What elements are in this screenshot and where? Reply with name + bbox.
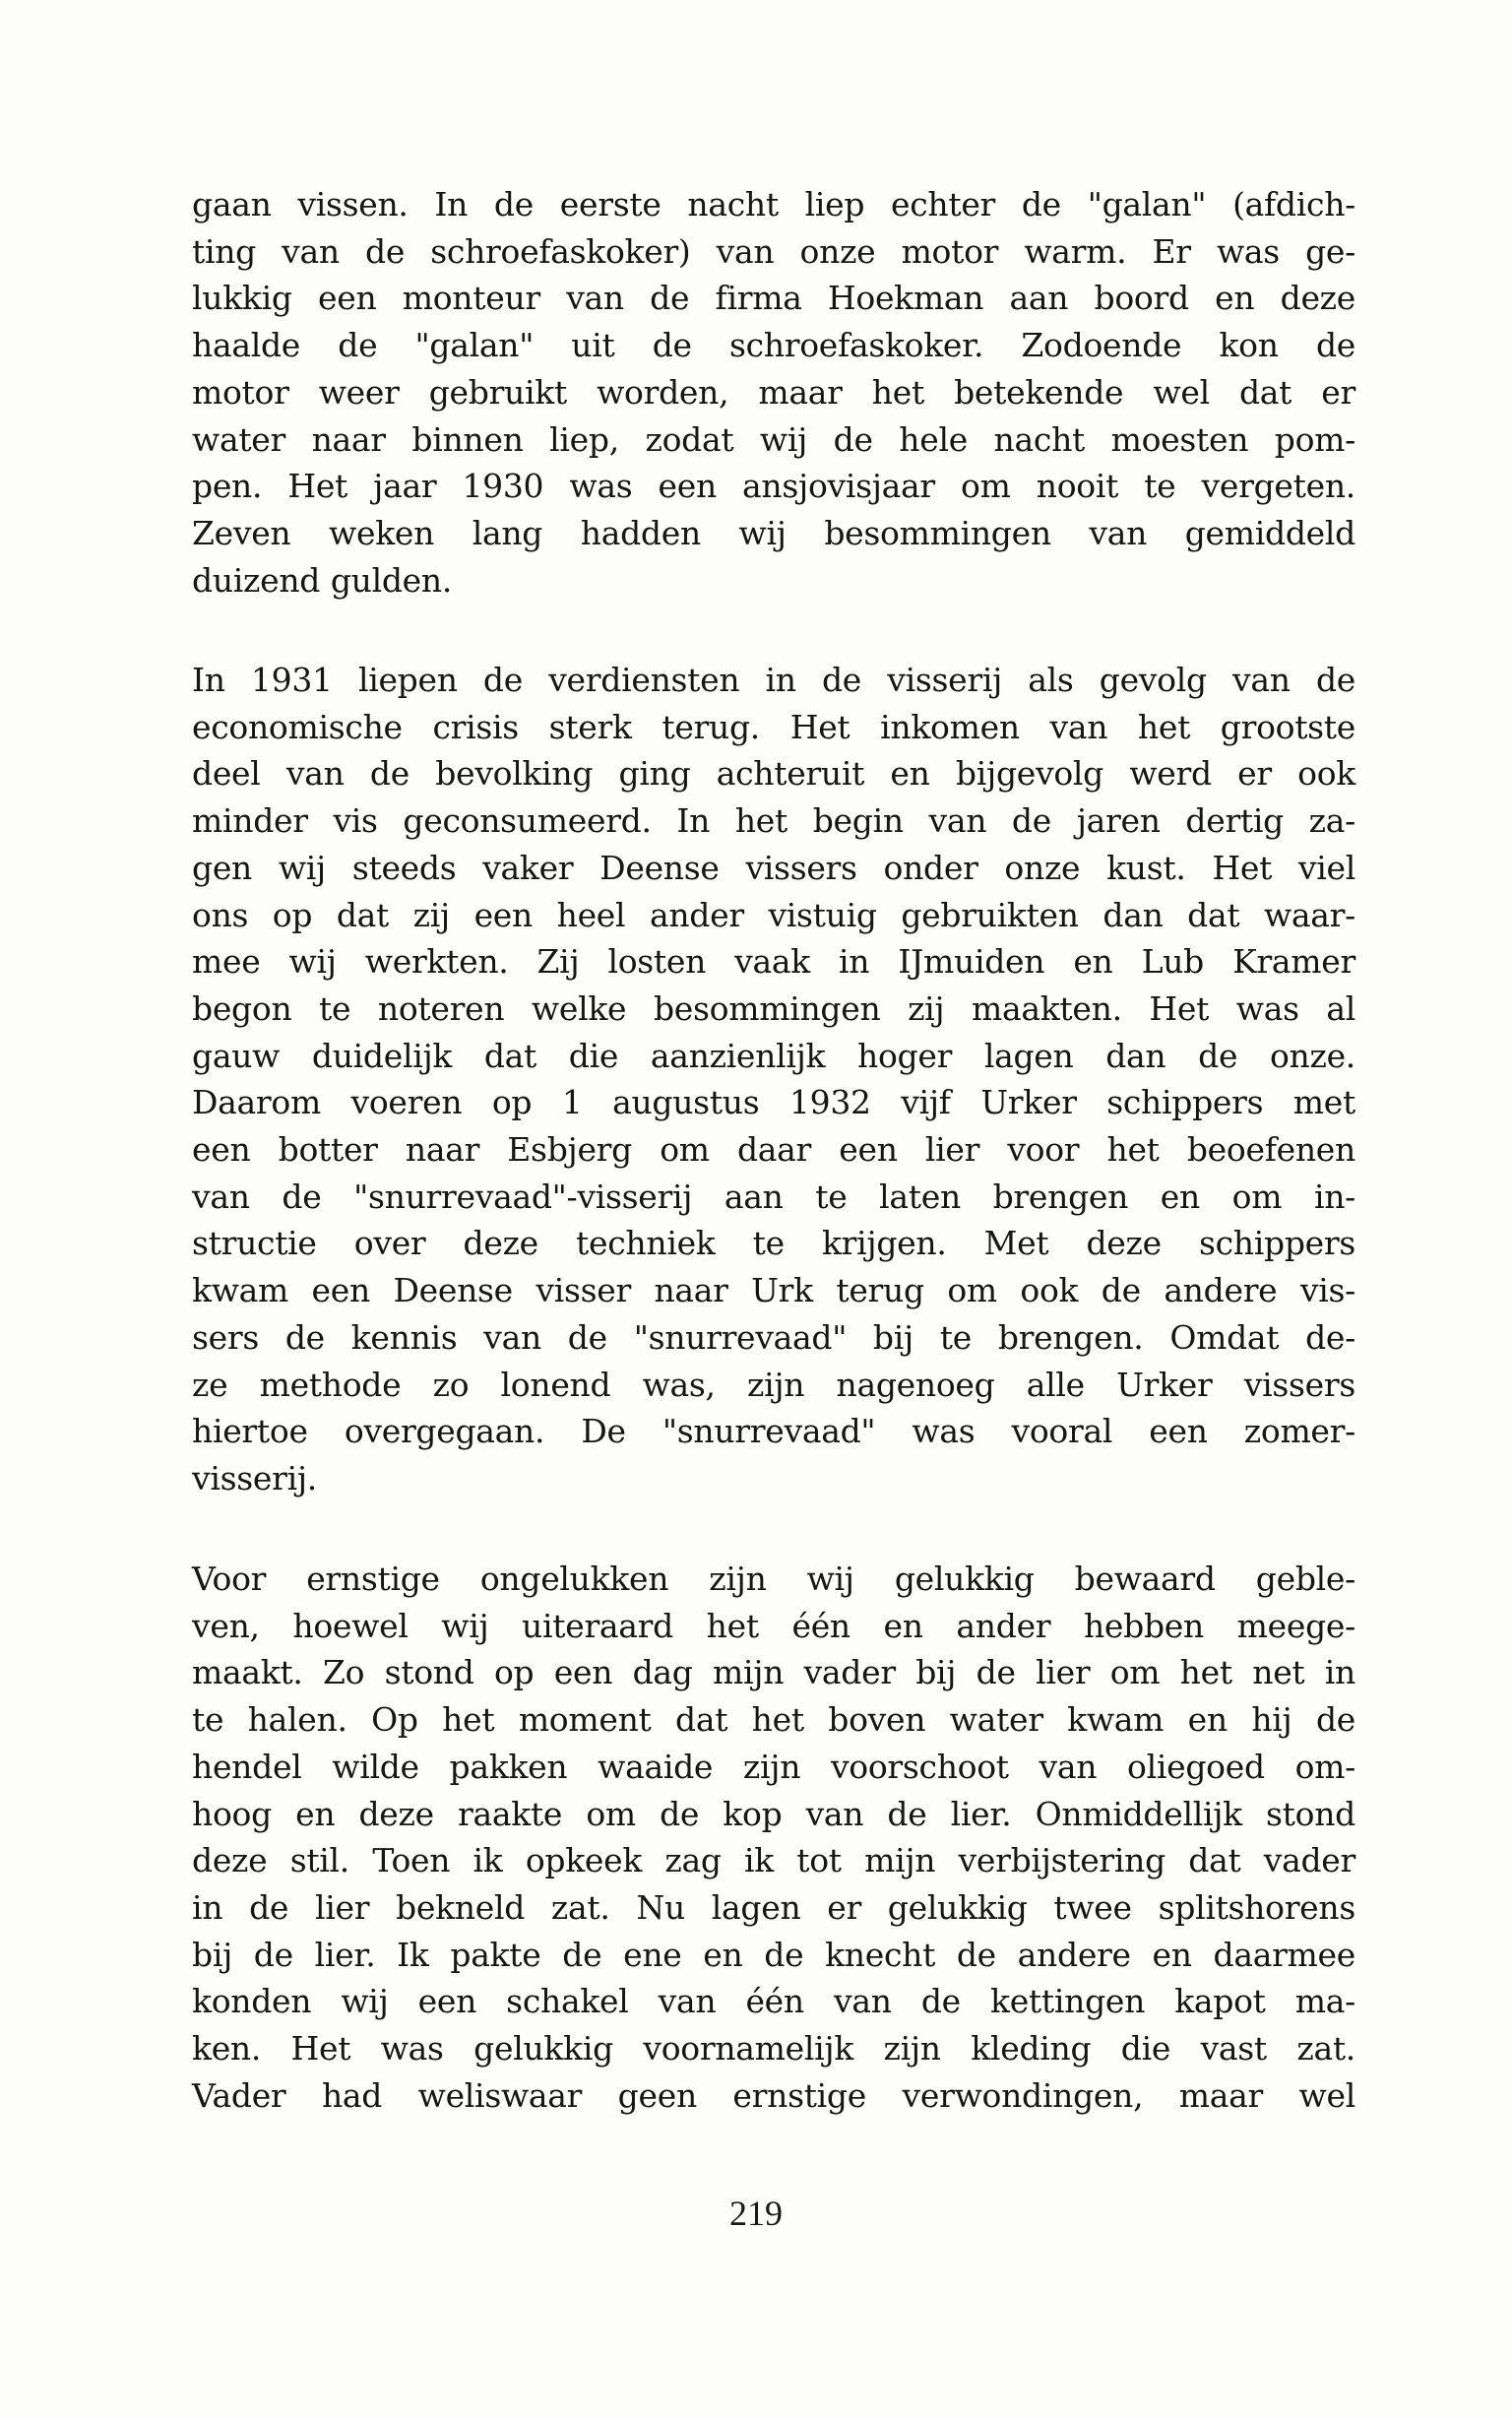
paragraph-3 [192,1556,1355,2119]
text-line: motor weer gebruikt worden, maar het betekende wel dat er [192,372,1355,412]
text-line: minder vis geconsumeerd. In het begin van de jaren dertig za- [192,801,1355,841]
text-line: ze methode zo lonend was, zijn nagenoeg alle Urker vissers [192,1365,1355,1404]
text-line: gauw duidelijk dat die aanzienlijk hoger lagen dan de onze. [192,1036,1355,1075]
text-line: sers de kennis van de "snurrevaad" bij te brengen. Omdat de- [192,1317,1355,1357]
text-line: ven, hoewel wij uiteraard het één en ander hebben meege- [192,1606,1355,1645]
text-line: ons op dat zij een heel ander vistuig gebruikten dan dat waar- [192,895,1355,934]
paragraph-2 [192,657,1355,1502]
text-line: ken. Het was gelukkig voornamelijk zijn kleding die vast zat. [192,2029,1355,2069]
text-line: hendel wilde pakken waaide zijn voorschoot van oliegoed om- [192,1747,1355,1786]
text-line: pen. Het jaar 1930 was een ansjovisjaar om nooit te vergeten. [192,467,1355,506]
text-line: lukkig een monteur van de firma Hoekman aan boord en deze [192,279,1355,318]
text-line: te halen. Op het moment dat het boven water kwam en hij de [192,1700,1355,1740]
text-line: deel van de bevolking ging achteruit en bijgevolg werd er ook [192,754,1355,794]
text-line: ting van de schroefaskoker) van onze motor warm. Er was ge- [192,231,1355,271]
text-line: maakt. Zo stond op een dag mijn vader bij de lier om het net in [192,1653,1355,1692]
text-line: haalde de "galan" uit de schroefaskoker. Zodoende kon de [192,326,1355,365]
text-line: kwam een Deense visser naar Urk terug om ook de andere vis- [192,1271,1355,1310]
text-line: gen wij steeds vaker Deense vissers onder onze kust. Het viel [192,848,1355,887]
text-line: mee wij werkten. Zij losten vaak in IJmuiden en Lub Kramer [192,942,1355,982]
text-line: in de lier bekneld zat. Nu lagen er gelukkig twee splitshorens [192,1887,1355,1927]
text-line: begon te noteren welke besommingen zij maakten. Het was al [192,988,1355,1028]
text-line: structie over deze techniek te krijgen. Met deze schippers [192,1224,1355,1263]
text-line: Daarom voeren op 1 augustus 1932 vijf Urker schippers met [192,1083,1355,1122]
text-line: duizend gulden. [192,560,453,600]
text-line: van de "snurrevaad"-visserij aan te laten brengen en om in- [192,1177,1355,1216]
text-line: Vader had weliswaar geen ernstige verwondingen, maar wel [192,2075,1355,2115]
text-line: gaan vissen. In de eerste nacht liep echter de "galan" (afdich- [192,185,1355,223]
text-line: konden wij een schakel van één van de kettingen kapot ma- [192,1982,1355,2021]
text-line: bij de lier. Ik pakte de ene en de knecht de andere en daarmee [192,1935,1355,1974]
text-line: deze stil. Toen ik opkeek zag ik tot mijn verbijstering dat vader [192,1841,1355,1880]
text-line: hiertoe overgegaan. De "snurrevaad" was vooral een zomer- [192,1412,1355,1451]
text-line: In 1931 liepen de verdiensten in de visserij als gevolg van de [192,661,1355,699]
paragraph-1 [192,181,1355,604]
text-line: een botter naar Esbjerg om daar een lier voor het beoefenen [192,1130,1355,1170]
text-line: Zeven weken lang hadden wij besommingen van gemiddeld [192,513,1355,552]
text-line: visserij. [192,1458,317,1497]
text-line: Voor ernstige ongelukken zijn wij gelukkig bewaard geble- [192,1560,1355,1598]
text-line: economische crisis sterk terug. Het inkomen van het grootste [192,707,1355,746]
text-line: hoog en deze raakte om de kop van de lier. Onmiddellijk stond [192,1794,1355,1833]
page-number: 219 [729,2194,783,2233]
text-line: water naar binnen liep, zodat wij de hele nacht moesten pom- [192,419,1355,459]
